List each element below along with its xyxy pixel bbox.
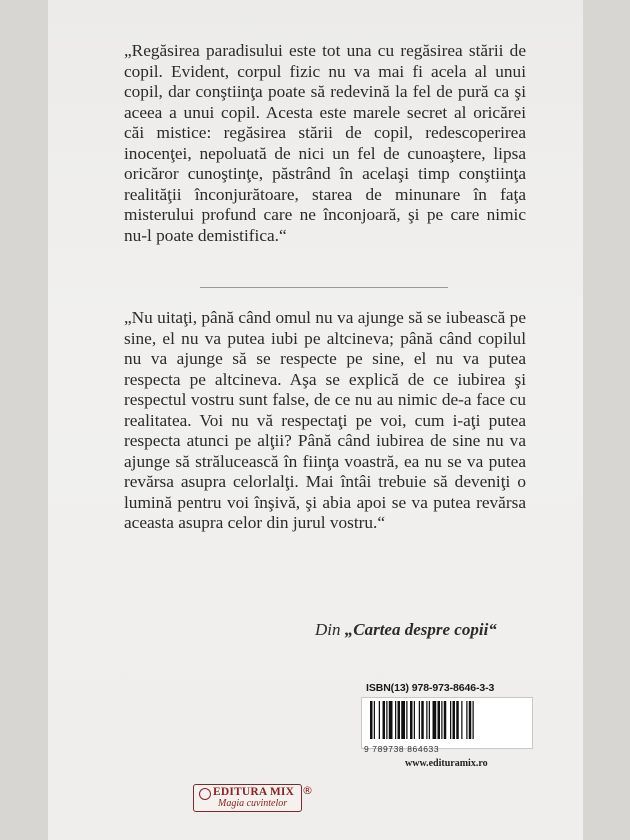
barcode-icon: [368, 701, 526, 741]
registered-mark: ®: [302, 784, 313, 797]
isbn-label: ISBN(13) 978-973-8646-3-3: [366, 682, 495, 694]
barcode: [361, 697, 533, 749]
publisher-tagline: Magia cuvintelor: [218, 798, 288, 809]
barcode-digits: 9 789738 864633: [364, 744, 440, 754]
divider-line: [200, 287, 448, 288]
quote-self-love: „Nu uitaţi, până când omul nu va ajunge să se iubească pe sine, el nu va putea iubi pe altcineva; până când copilul nu va ajunge să se respecte pe sine, el nu va putea respecta pe altcineva. Aşa se explică de ce iubirea şi respectul vostru sunt false, de ce nu au nimic de-a face cu realitatea. Voi nu vă respectaţi pe voi, cum i-aţi putea respecta atunci pe alţii? Până când iubirea de sine nu va ajunge să strălucească în fiinţa voastră, ea nu se va putea revărsa asupra celorlalţi. Mai întâi trebuie să deveniţi o lumină pentru voi înşivă, şi abia apoi se va putea revărsa aceasta asupra celor din jurul vostru.“: [124, 308, 526, 532]
publisher-emblem-icon: [199, 788, 211, 800]
publisher-logo: [193, 784, 302, 812]
quote-paradise: „Regăsirea paradisului este tot una cu regăsirea stării de copil. Evident, corpul fizic nu va mai fi acela al unui copil, dar conştiinţa poate să redevină la fel de pură ca şi aceea a unui copil. Acesta este marele secret al oricărei căi mistice: regăsirea stării de copil, redescoperirea inocenţei, nepoluată de nici un fel de cunoaştere, lipsa oricăror cunoştinţe, păstrând în acelaşi timp conştiinţa realităţii înconjurătoare, starea de minunare în faţa misterului profund care ne înconjoară, şi pe care nimic nu-l poate demistifica.“: [124, 41, 526, 245]
source-prefix: Din: [315, 620, 345, 639]
source-title: „Cartea despre copii“: [344, 620, 497, 639]
website-link[interactable]: www.edituramix.ro: [405, 758, 488, 769]
source-citation: [315, 620, 497, 640]
publisher-name: EDITURA MIX: [213, 786, 295, 798]
